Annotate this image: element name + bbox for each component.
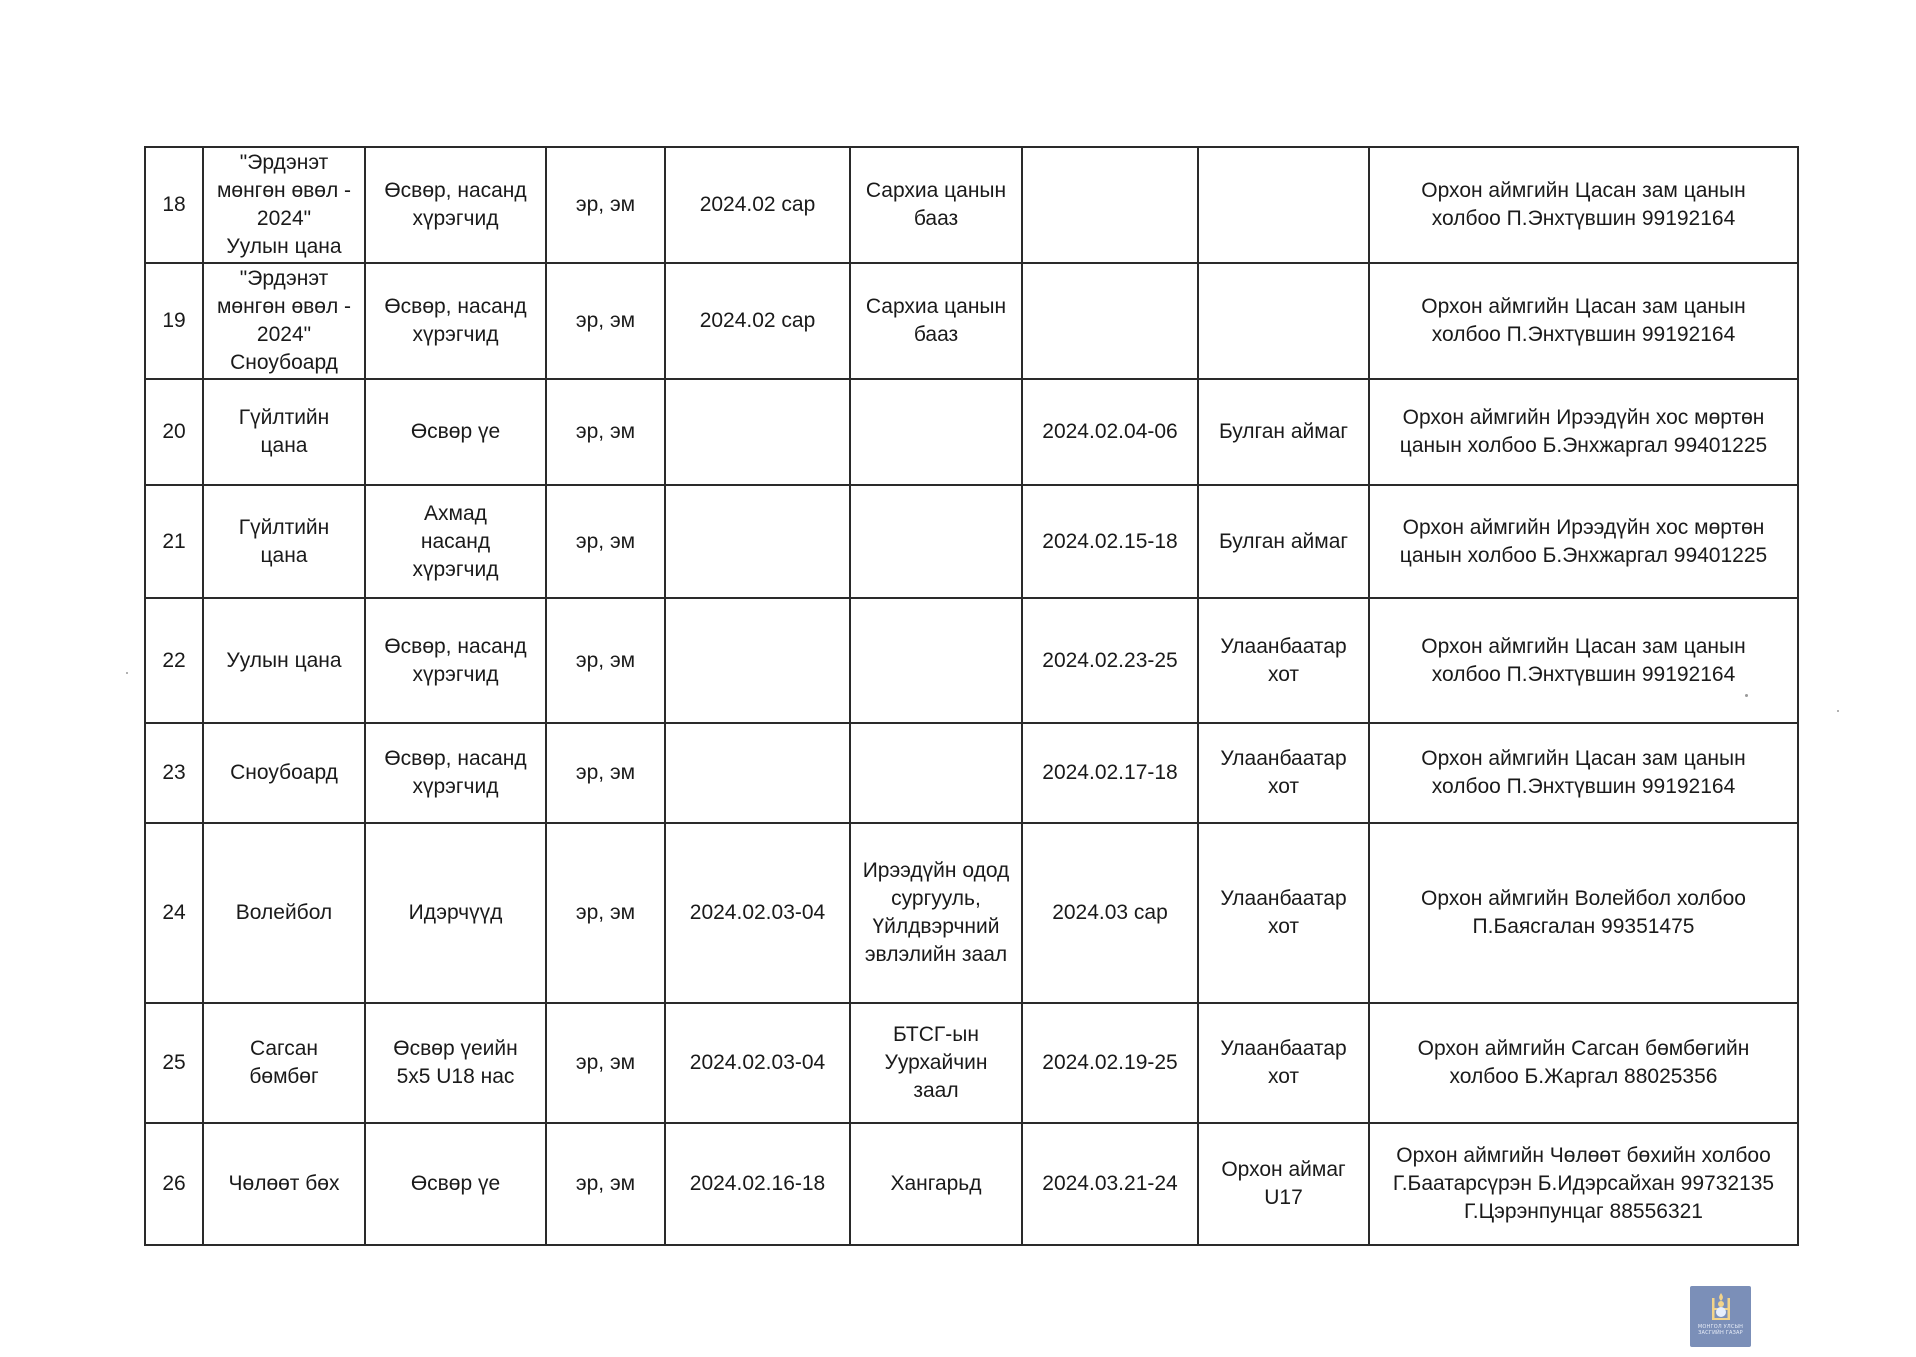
row-number-text: 19 <box>162 309 186 332</box>
national-date-text: 2024.03 сар <box>1052 901 1168 924</box>
national-location-text: Улаанбаатар хот <box>1220 1037 1347 1088</box>
participants-cell <box>365 1123 546 1245</box>
local-venue-text: Сархиа цанын бааз <box>865 179 1007 230</box>
sport-text: Гүйлтийн цана <box>238 406 330 457</box>
sport-cell <box>203 263 365 379</box>
local-date-cell <box>665 379 850 485</box>
national-location-cell <box>1198 1123 1369 1245</box>
national-date-cell <box>1022 263 1198 379</box>
government-emblem <box>1690 1286 1751 1347</box>
local-venue-text: Сархиа цанын бааз <box>865 295 1007 346</box>
row-number-text: 21 <box>162 529 186 553</box>
local-date-text: 2024.02 сар <box>699 193 816 216</box>
national-date-cell <box>1022 379 1198 485</box>
scan-speck <box>1837 710 1839 712</box>
responsible-cell <box>1369 598 1798 723</box>
table-row <box>145 823 1798 1003</box>
national-date-text: 2024.02.15-18 <box>1042 529 1178 553</box>
row-number-text: 26 <box>162 1172 186 1195</box>
responsible-cell <box>1369 723 1798 823</box>
gender-cell <box>546 147 665 263</box>
table-row <box>145 723 1798 823</box>
gender-cell <box>546 598 665 723</box>
participants-text: Өсвөр, насанд хүрэгчид <box>384 747 527 798</box>
national-location-text: Булган аймаг <box>1218 420 1349 443</box>
row-number-cell <box>145 147 203 263</box>
sport-text: Уулын цана <box>226 648 342 672</box>
gender-cell <box>546 823 665 1003</box>
local-date-cell <box>665 1003 850 1123</box>
participants-cell <box>365 1003 546 1123</box>
national-date-cell <box>1022 598 1198 723</box>
national-location-text: Орхон аймаг U17 <box>1221 1158 1346 1209</box>
national-date-text: 2024.02.17-18 <box>1042 761 1178 784</box>
responsible-text: Орхон аймгийн Цасан зам цанын холбоо П.Энхтүвшин 99192164 <box>1421 634 1746 686</box>
national-location-cell <box>1198 823 1369 1003</box>
gender-cell <box>546 263 665 379</box>
national-location-cell <box>1198 1003 1369 1123</box>
national-date-cell <box>1022 723 1198 823</box>
national-date-cell <box>1022 823 1198 1003</box>
local-venue-cell <box>850 598 1022 723</box>
national-location-text: Булган аймаг <box>1218 529 1349 553</box>
responsible-text: Орхон аймгийн Ирээдүйн хос мөртөн цанын холбоо Б.Энхжаргал 99401225 <box>1399 515 1768 567</box>
responsible-text: Орхон аймгийн Цасан зам цанын холбоо П.Энхтүвшин 99192164 <box>1421 747 1746 798</box>
sport-cell <box>203 147 365 263</box>
responsible-cell <box>1369 263 1798 379</box>
gender-text: эр, эм <box>575 309 636 332</box>
local-venue-text: Ирээдүйн одод сургууль, Үйлдвэрчний эвлэлийн заал <box>862 859 1010 966</box>
responsible-cell <box>1369 147 1798 263</box>
local-venue-cell <box>850 1123 1022 1245</box>
responsible-cell <box>1369 823 1798 1003</box>
sport-cell <box>203 598 365 723</box>
national-location-cell <box>1198 263 1369 379</box>
gender-text: эр, эм <box>575 420 636 443</box>
national-date-text: 2024.03.21-24 <box>1042 1172 1178 1195</box>
national-location-text: Улаанбаатар хот <box>1220 887 1347 938</box>
sport-cell <box>203 1003 365 1123</box>
participants-cell <box>365 823 546 1003</box>
national-date-cell <box>1022 1123 1198 1245</box>
sport-cell <box>203 723 365 823</box>
scan-speck <box>1745 694 1748 697</box>
participants-text: Өсвөр, насанд хүрэгчид <box>384 295 527 346</box>
gender-text: эр, эм <box>575 1172 636 1195</box>
gender-text: эр, эм <box>575 901 636 924</box>
national-date-text: 2024.02.04-06 <box>1042 420 1178 443</box>
row-number-text: 20 <box>162 420 186 443</box>
local-venue-cell <box>850 379 1022 485</box>
table-row <box>145 263 1798 379</box>
scan-speck <box>126 672 128 674</box>
gender-cell <box>546 379 665 485</box>
national-date-cell <box>1022 485 1198 598</box>
local-date-text: 2024.02.03-04 <box>689 901 826 924</box>
sport-cell <box>203 823 365 1003</box>
participants-text: Өсвөр үеийн 5х5 U18 нас <box>393 1037 518 1088</box>
sport-cell <box>203 1123 365 1245</box>
emblem-caption: МОНГОЛ УЛСЫН ЗАСГИЙН ГАЗАР <box>1697 1324 1744 1336</box>
local-date-cell <box>665 263 850 379</box>
participants-cell <box>365 147 546 263</box>
national-date-text: 2024.02.19-25 <box>1042 1051 1178 1074</box>
events-table-body <box>145 147 1798 1245</box>
participants-cell <box>365 723 546 823</box>
national-date-cell <box>1022 147 1198 263</box>
national-location-cell <box>1198 485 1369 598</box>
national-location-cell <box>1198 147 1369 263</box>
table-row <box>145 598 1798 723</box>
local-date-cell <box>665 723 850 823</box>
row-number-cell <box>145 1003 203 1123</box>
sport-text: Гүйлтийн цана <box>238 515 330 567</box>
national-location-cell <box>1198 723 1369 823</box>
table-row <box>145 147 1798 263</box>
row-number-cell <box>145 1123 203 1245</box>
row-number-text: 23 <box>162 761 186 784</box>
sport-text: Сагсан бөмбөг <box>249 1037 319 1088</box>
national-location-text: Улаанбаатар хот <box>1220 634 1347 686</box>
gender-cell <box>546 485 665 598</box>
sport-text: Волейбол <box>235 901 333 924</box>
gender-text: эр, эм <box>575 761 636 784</box>
responsible-text: Орхон аймгийн Волейбол холбоо П.Баясгалан 99351475 <box>1421 887 1746 938</box>
local-date-cell <box>665 1123 850 1245</box>
gender-text: эр, эм <box>575 648 636 672</box>
soyombo-emblem-icon <box>1710 1292 1732 1322</box>
local-venue-cell <box>850 485 1022 598</box>
national-location-cell <box>1198 379 1369 485</box>
events-table <box>144 146 1799 1246</box>
gender-cell <box>546 1003 665 1123</box>
gender-text: эр, эм <box>575 1051 636 1074</box>
sport-text: "Эрдэнэт мөнгөн өвөл - 2024" Сноубоард <box>216 267 352 374</box>
local-venue-cell <box>850 723 1022 823</box>
responsible-cell <box>1369 1123 1798 1245</box>
local-venue-cell <box>850 263 1022 379</box>
local-venue-text: Хангарьд <box>890 1172 982 1195</box>
gender-cell <box>546 1123 665 1245</box>
sport-cell <box>203 379 365 485</box>
participants-text: Идэрчүүд <box>408 901 503 924</box>
table-row <box>145 485 1798 598</box>
gender-cell <box>546 723 665 823</box>
row-number-cell <box>145 379 203 485</box>
sport-text: Чөлөөт бөх <box>228 1172 340 1195</box>
table-row <box>145 1123 1798 1245</box>
national-location-text: Улаанбаатар хот <box>1220 747 1347 798</box>
sport-text: "Эрдэнэт мөнгөн өвөл - 2024" Уулын цана <box>216 151 352 258</box>
local-date-cell <box>665 147 850 263</box>
national-location-cell <box>1198 598 1369 723</box>
participants-cell <box>365 598 546 723</box>
gender-text: эр, эм <box>575 193 636 216</box>
local-venue-cell <box>850 147 1022 263</box>
responsible-text: Орхон аймгийн Цасан зам цанын холбоо П.Энхтүвшин 99192164 <box>1421 179 1746 230</box>
participants-text: Өсвөр үе <box>410 420 501 443</box>
local-venue-cell <box>850 823 1022 1003</box>
row-number-cell <box>145 263 203 379</box>
participants-text: Өсвөр үе <box>410 1172 501 1195</box>
row-number-cell <box>145 723 203 823</box>
participants-text: Өсвөр, насанд хүрэгчид <box>384 634 527 686</box>
participants-cell <box>365 379 546 485</box>
sport-cell <box>203 485 365 598</box>
national-date-text: 2024.02.23-25 <box>1042 648 1178 672</box>
row-number-cell <box>145 823 203 1003</box>
local-date-cell <box>665 823 850 1003</box>
participants-cell <box>365 485 546 598</box>
local-date-cell <box>665 598 850 723</box>
national-date-cell <box>1022 1003 1198 1123</box>
responsible-cell <box>1369 379 1798 485</box>
responsible-text: Орхон аймгийн Ирээдүйн хос мөртөн цанын холбоо Б.Энхжаргал 99401225 <box>1399 406 1768 457</box>
sport-text: Сноубоард <box>230 761 338 784</box>
row-number-cell <box>145 598 203 723</box>
local-venue-cell <box>850 1003 1022 1123</box>
row-number-text: 18 <box>162 193 186 216</box>
local-date-text: 2024.02.16-18 <box>689 1172 826 1195</box>
responsible-text: Орхон аймгийн Сагсан бөмбөгийн холбоо Б.Жаргал 88025356 <box>1417 1037 1750 1088</box>
table-row <box>145 379 1798 485</box>
row-number-text: 25 <box>162 1051 186 1074</box>
local-date-text: 2024.02.03-04 <box>689 1051 826 1074</box>
responsible-text: Орхон аймгийн Цасан зам цанын холбоо П.Энхтүвшин 99192164 <box>1421 295 1746 346</box>
local-date-text: 2024.02 сар <box>699 309 816 332</box>
row-number-text: 24 <box>162 901 186 924</box>
local-venue-text: БТСГ-ын Уурхайчин заал <box>884 1023 988 1102</box>
row-number-cell <box>145 485 203 598</box>
participants-text: Ахмад насанд хүрэгчид <box>412 501 499 581</box>
participants-text: Өсвөр, насанд хүрэгчид <box>384 179 527 230</box>
participants-cell <box>365 263 546 379</box>
table-row <box>145 1003 1798 1123</box>
local-date-cell <box>665 485 850 598</box>
gender-text: эр, эм <box>575 529 636 553</box>
responsible-text: Орхон аймгийн Чөлөөт бөхийн холбоо Г.Баатарсүрэн Б.Идэрсайхан 99732135 Г.Цэрэнпунцаг 88556321 <box>1392 1144 1775 1223</box>
responsible-cell <box>1369 485 1798 598</box>
row-number-text: 22 <box>162 648 186 672</box>
responsible-cell <box>1369 1003 1798 1123</box>
